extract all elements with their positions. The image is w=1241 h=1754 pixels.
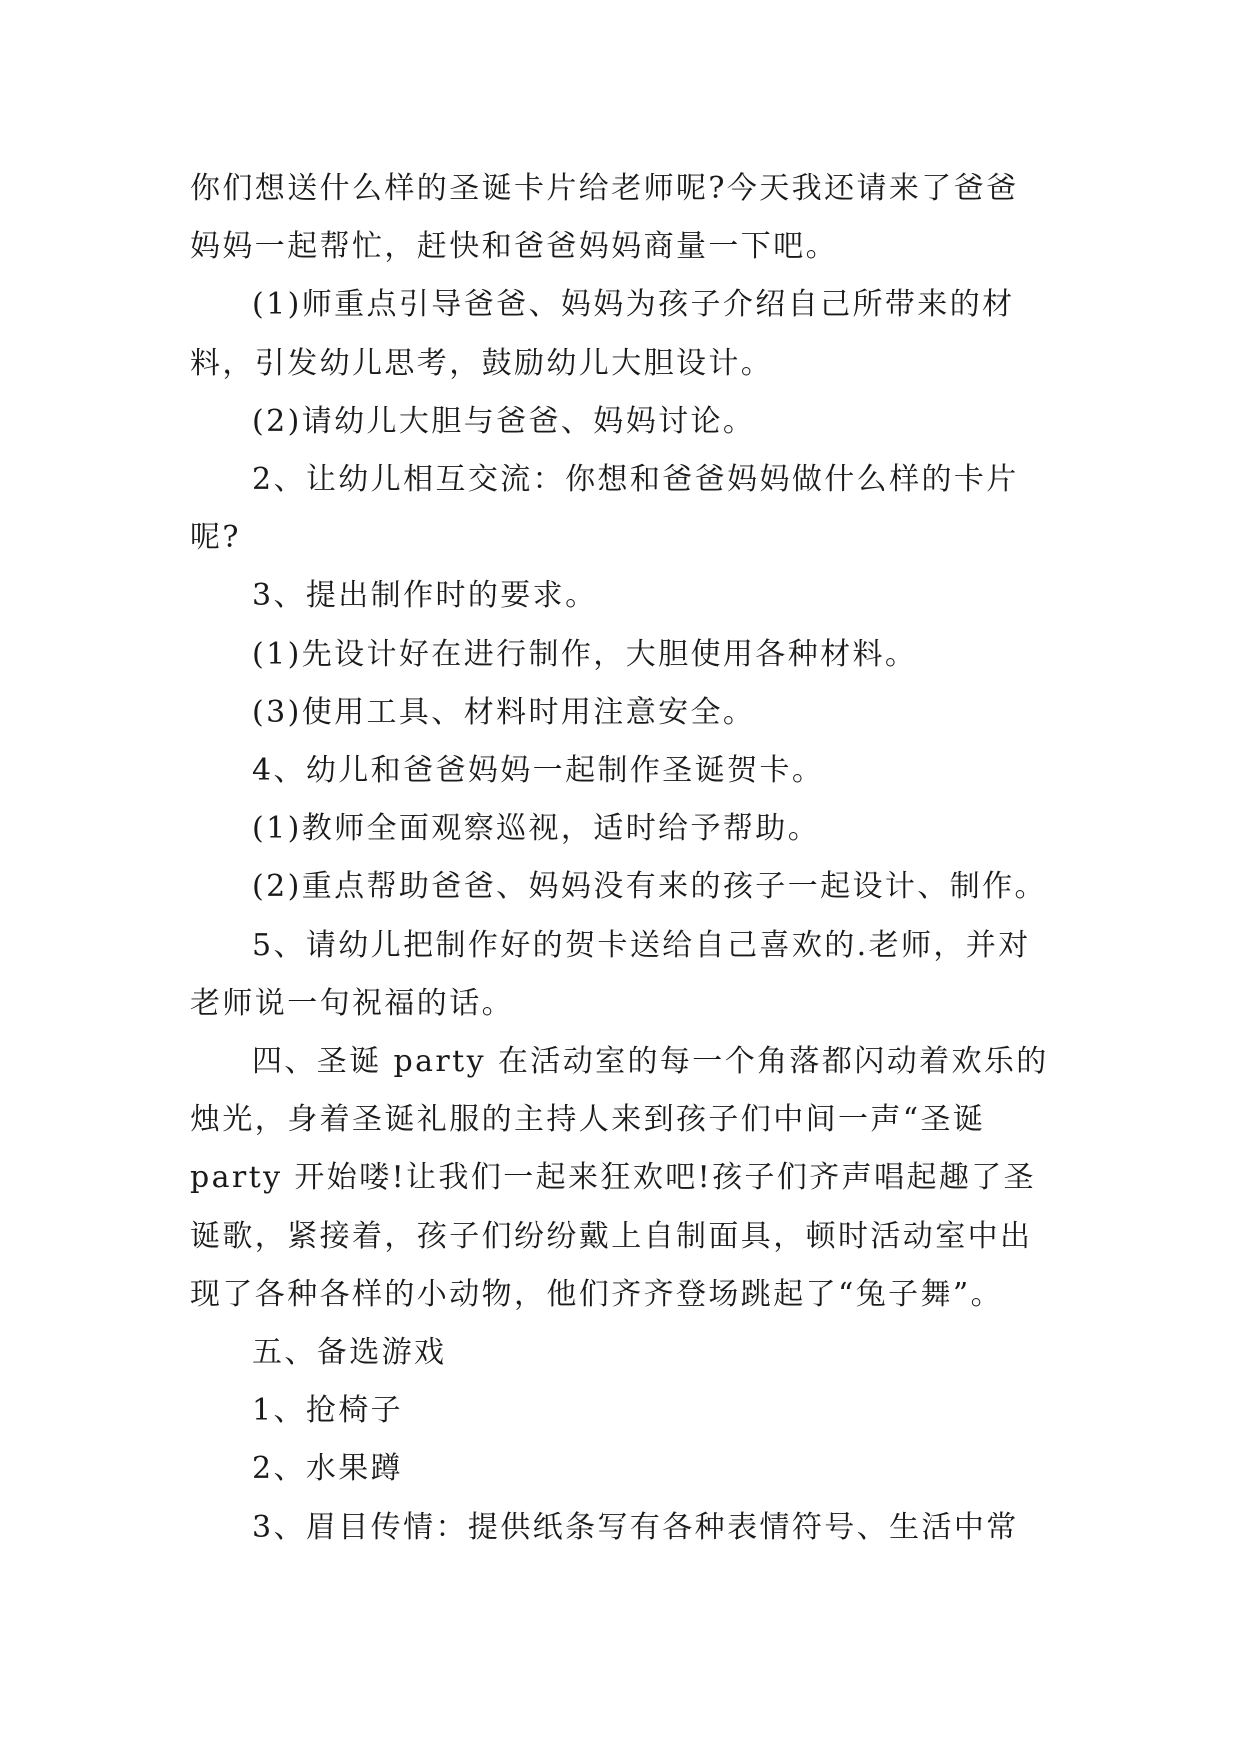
paragraph-10-line-1: 老师说一句祝福的话。: [190, 985, 514, 1021]
paragraph-3-line-1: 呢?: [190, 520, 241, 556]
paragraph-10-line-0: 5、请幼儿把制作好的贺卡送给自己喜欢的.老师，并对: [252, 927, 1031, 963]
paragraph-14-line-0: 2、水果蹲: [252, 1451, 404, 1487]
paragraph-0-line-0: 你们想送什么样的圣诞卡片给老师呢?今天我还请来了爸爸: [190, 171, 1019, 206]
paragraph-1-line-0: (1)师重点引导爸爸、妈妈为孩子介绍自己所带来的材: [252, 287, 1015, 323]
paragraph-11-line-4: 现了各种各样的小动物，他们齐齐登场跳起了“兔子舞”。: [190, 1276, 1004, 1312]
paragraph-8-line-0: (1)教师全面观察巡视，适时给予帮助。: [252, 811, 821, 847]
paragraph-9-line-0: (2)重点帮助爸爸、妈妈没有来的孩子一起设计、制作。: [252, 869, 1047, 905]
paragraph-6-line-0: (3)使用工具、材料时用注意安全。: [252, 694, 756, 730]
paragraph-1-line-1: 料，引发幼儿思考，鼓励幼儿大胆设计。: [190, 345, 774, 381]
paragraph-0-line-1: 妈妈一起帮忙，赶快和爸爸妈妈商量一下吧。: [190, 229, 838, 265]
paragraph-4-line-0: 3、提出制作时的要求。: [252, 578, 598, 614]
paragraph-11-line-1: 烛光，身着圣诞礼服的主持人来到孩子们中间一声“圣诞: [190, 1102, 986, 1138]
paragraph-2-line-0: (2)请幼儿大胆与爸爸、妈妈讨论。: [252, 403, 756, 439]
paragraph-11-line-2: party 开始喽!让我们一起来狂欢吧!孩子们齐声唱起趣了圣: [190, 1160, 1037, 1196]
paragraph-11-line-0: 四、圣诞 party 在活动室的每一个角落都闪动着欢乐的: [252, 1044, 1049, 1080]
document-body: [190, 160, 1060, 1557]
paragraph-5-line-0: (1)先设计好在进行制作，大胆使用各种材料。: [252, 636, 918, 672]
paragraph-11-line-3: 诞歌，紧接着，孩子们纷纷戴上自制面具，顿时活动室中出: [190, 1218, 1033, 1254]
paragraph-3-line-0: 2、让幼儿相互交流：你想和爸爸妈妈做什么样的卡片: [252, 462, 1019, 498]
paragraph-7-line-0: 4、幼儿和爸爸妈妈一起制作圣诞贺卡。: [252, 753, 825, 789]
paragraph-12-line-0: 五、备选游戏: [252, 1335, 447, 1371]
paragraph-15-line-0: 3、眉目传情：提供纸条写有各种表情符号、生活中常: [252, 1509, 1019, 1545]
paragraph-13-line-0: 1、抢椅子: [252, 1393, 404, 1429]
